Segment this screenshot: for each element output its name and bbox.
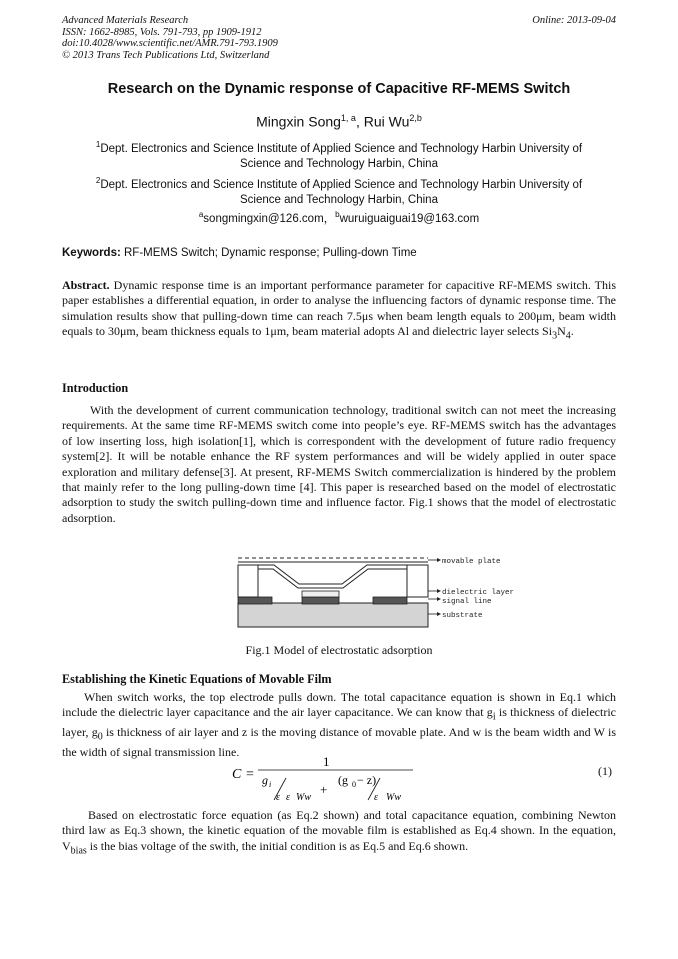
dielectric-layer: [302, 591, 339, 597]
keywords: [62, 247, 417, 259]
author-1-sup: 1, a: [340, 113, 356, 123]
equation-number: (1): [598, 764, 612, 778]
eq-minus-z: − z): [357, 773, 377, 787]
figure-caption: Fig.1 Model of electrostatic adsorption: [245, 643, 433, 657]
abstract-n: N: [557, 324, 566, 339]
affiliation-2-line2: Science and Technology Harbin, China: [240, 194, 438, 207]
eq-gi-sub: i: [269, 780, 272, 789]
affiliation-2-sup: 2: [95, 176, 101, 185]
p2-sub-bias: bias: [70, 845, 87, 857]
abstract-sub3: 3: [552, 330, 558, 342]
label-movable-plate: movable plate: [442, 558, 501, 566]
affiliation-2-line1: Dept. Electronics and Science Institute of Applied Science and Technology Harbin University of: [100, 178, 583, 191]
journal-header: [62, 15, 616, 61]
paper-title: Research on the Dynamic response of Capacitive RF-MEMS Switch: [107, 81, 571, 97]
abstract-text: Dynamic response time is an important performance parameter for capacitive RF-MEMS switch. This paper establishes a differential equation, in order to analyse the influencing factors of dynamic response time. The simulation results show that pulling-down time can reach 7.5μs when beam length equals to 200μm, beam width equals to 30μm, beam thickness equals to 1μm, beam material adopts Al and dielectric layer selects Si: [62, 278, 616, 339]
substrate-block: [238, 603, 428, 627]
movable-plate-lower: [258, 569, 407, 588]
eq-Ww-1: Ww: [296, 792, 311, 803]
affiliation-1-sup: 1: [95, 140, 101, 149]
issn-line: ISSN: 1662-8985, Vols. 791-793, pp 1909-1912: [62, 26, 262, 38]
abstract-label: Abstract.: [62, 278, 110, 292]
eq-g0: (g: [338, 773, 348, 787]
eq-equals: =: [246, 767, 254, 782]
p1-sub-0: 0: [97, 731, 103, 743]
doi-line: doi:10.4028/www.scientific.net/AMR.791-793.1909: [62, 38, 278, 49]
eq-numerator: 1: [323, 754, 330, 769]
affiliation-2: [62, 173, 616, 209]
eq-Ww-2: Ww: [386, 792, 401, 803]
author-2-sup: 2,b: [409, 113, 422, 123]
electrostatic-adsorption-figure: [234, 553, 515, 631]
p1-part-a: When switch works, the top electrode pulls down. The total capacitance equation is shown in Eq.1 which include the dielectric layer capacitance and the air layer capacitance. We can know that g: [62, 690, 616, 720]
abstract: [62, 278, 616, 344]
email-b-sup: b: [335, 210, 340, 220]
p1-sub-i: i: [492, 711, 496, 723]
eq-eps0: ε: [276, 792, 280, 803]
introduction-text: [62, 403, 616, 526]
author-1: Mingxin Song: [256, 113, 341, 130]
section-heading-kinetic: Establishing the Kinetic Equations of Movable Film: [62, 672, 332, 686]
eq-epsr: ε: [286, 792, 290, 803]
online-date: Online: 2013-09-04: [532, 15, 616, 26]
keywords-text: RF-MEMS Switch; Dynamic response; Pulling-down Time: [120, 247, 417, 259]
signal-line-center: [302, 597, 339, 604]
introduction-body: With the development of current communication technology, traditional switch can not meet the increasing requirements. At the same time RF-MEMS switch come into people’s eye. RF-MEMS switch has the advantages of low inserting loss, high isolation[1], which is correspondent with the development of future radio frequency system[2]. It will be notable enhance the RF system performances and will be widely applied in outer space exploration and military defense[3]. At present, RF-MEMS Switch commercialization is hindered by the problem that mainly refer to the long pulling-down time [4]. This paper is researched based on the model of electrostatic adsorption to study the switch pulling-down time and influence factor. Fig.1 shows that the model of electrostatic adsorption.: [62, 403, 616, 525]
section2-paragraph-2: [62, 808, 616, 859]
right-anchor: [407, 565, 428, 597]
abstract-sub4: 4: [565, 330, 571, 342]
eq-C: C: [232, 767, 242, 782]
author-sep: ,: [355, 113, 364, 130]
keywords-label: Keywords:: [62, 247, 121, 259]
email-a[interactable]: songmingxin@126.com: [203, 213, 324, 225]
affiliation-1: [62, 137, 616, 173]
equation-1: [228, 756, 428, 804]
affiliation-1-line2: Science and Technology Harbin, China: [240, 158, 438, 171]
email-b[interactable]: wuruiguaiguai19@163.com: [339, 213, 480, 225]
signal-line-left: [238, 597, 272, 604]
email-line: [62, 210, 616, 226]
eq-g0-sub: 0: [352, 780, 356, 789]
p1-part-c: is thickness of air layer and z is the moving distance of movable plate. And w is the beam width and W is the width of signal transmission line.: [62, 725, 616, 759]
label-dielectric-layer: dielectric layer: [442, 589, 515, 597]
label-substrate: substrate: [442, 612, 483, 620]
author-list: [62, 113, 616, 130]
label-signal-line: signal line: [442, 598, 492, 606]
email-sep: ，: [323, 213, 336, 225]
signal-line-right: [373, 597, 407, 604]
email-a-sup: a: [198, 210, 204, 220]
p2-part-b: is the bias voltage of the swith, the initial condition is as Eq.5 and Eq.6 shown.: [86, 838, 469, 853]
journal-name: Advanced Materials Research: [62, 15, 189, 26]
copyright-line: © 2013 Trans Tech Publications Ltd, Switzerland: [62, 49, 270, 61]
left-anchor: [238, 565, 258, 597]
eq-gi: g: [262, 773, 268, 787]
abstract-end: .: [570, 324, 574, 339]
eq-plus: +: [320, 782, 328, 797]
eq-eps0-2: ε: [374, 792, 378, 803]
p1-part-b: is thickness of dielectric layer, g: [62, 705, 617, 740]
section2-paragraph-1: [62, 690, 616, 760]
introduction-heading: Introduction: [62, 381, 129, 395]
affiliation-1-line1: Dept. Electronics and Science Institute of Applied Science and Technology Harbin University of: [100, 142, 583, 155]
p2-part-a: Based on electrostatic force equation (as Eq.2 shown) and total capacitance equation, combining Newton third law as Eq.3 shown, the kinetic equation of the movable film is established as Eq.4 shown. In the equation, V: [62, 808, 616, 853]
author-2: Rui Wu: [363, 113, 410, 130]
